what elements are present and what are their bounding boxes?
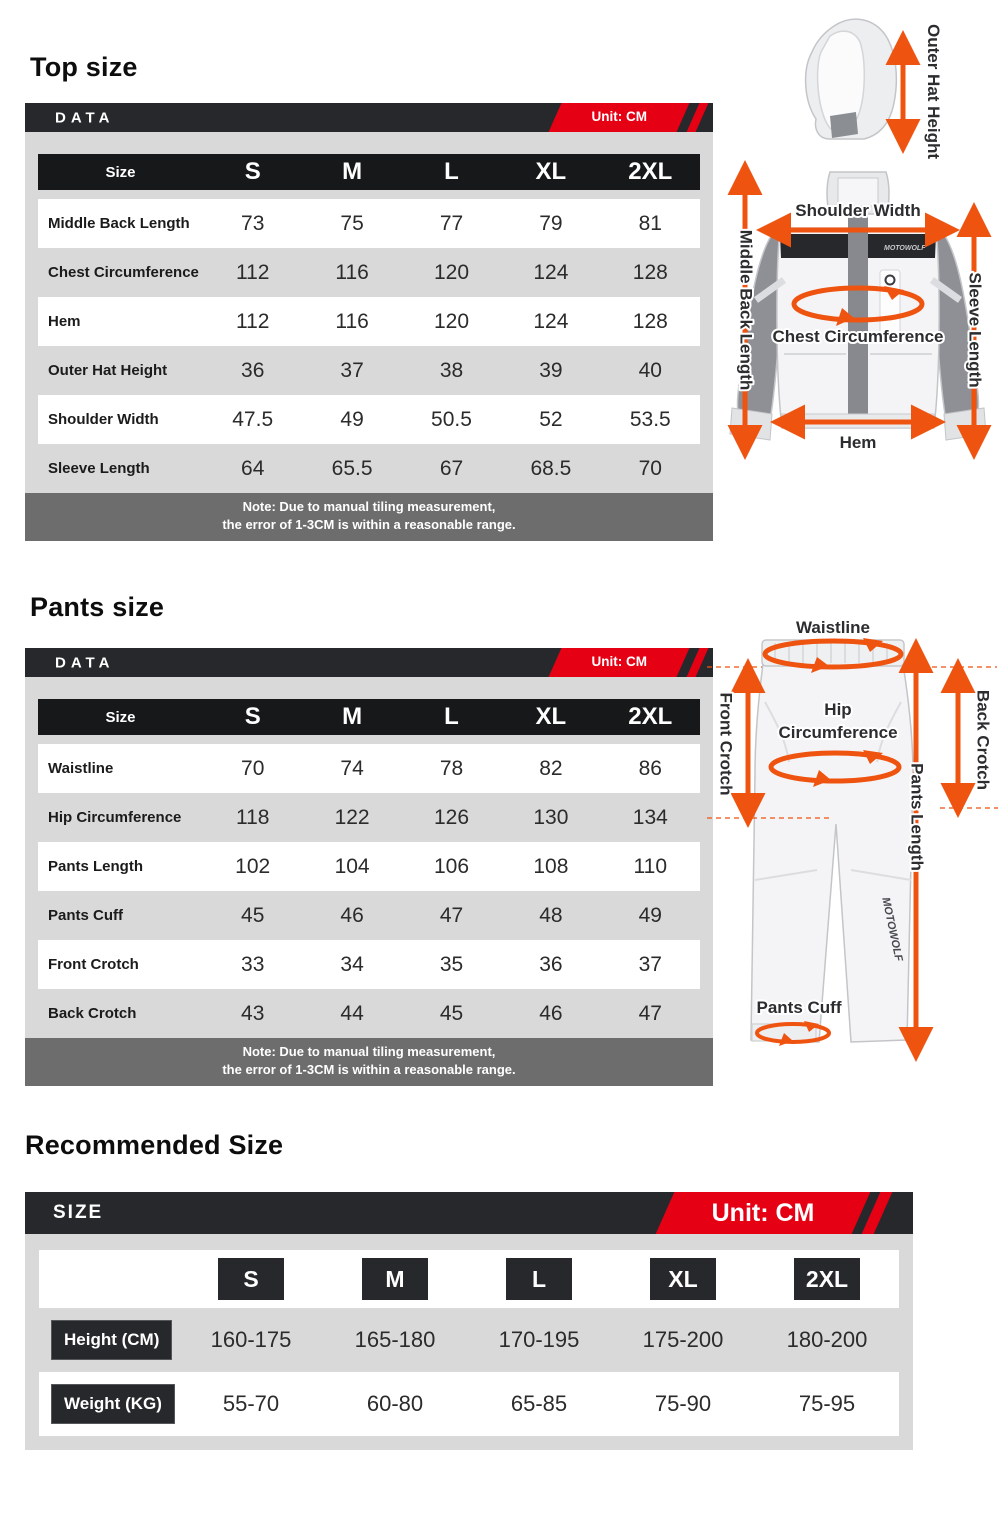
table-row <box>38 444 700 493</box>
cell-value: 35 <box>439 952 464 976</box>
cell-value: 128 <box>632 260 668 284</box>
jacket-brand-logo: MOTOWOLF <box>884 245 926 252</box>
cell-value: 38 <box>439 358 464 382</box>
cell-value: 120 <box>433 260 470 284</box>
table-row <box>39 1308 899 1372</box>
shoulder-width-label: Shoulder Width <box>795 201 921 220</box>
cell-value: 47 <box>439 903 464 927</box>
table-row <box>38 842 700 891</box>
front-crotch-label: Front Crotch <box>716 692 736 796</box>
cell-value: 120 <box>433 309 470 333</box>
waistline-label: Waistline <box>796 618 870 637</box>
cell-value: 37 <box>340 358 364 382</box>
cell-value: 82 <box>539 756 563 780</box>
cell-value: 78 <box>439 756 464 780</box>
row-label: Waistline <box>48 760 114 777</box>
cell-value: 75-95 <box>798 1391 856 1416</box>
table-body <box>25 1234 913 1450</box>
outer-hat-height-label: Outer Hat Height <box>924 24 943 160</box>
cell-value: 170-195 <box>498 1327 580 1352</box>
table-row <box>38 891 700 940</box>
column-header: XL <box>535 158 567 185</box>
pants-length-label: Pants Length <box>907 763 927 871</box>
cell-value: 75-90 <box>654 1391 712 1416</box>
cell-value: 116 <box>335 309 369 333</box>
column-header: M <box>342 158 363 185</box>
data-label: DATA <box>55 109 115 126</box>
cell-value: 75 <box>340 211 364 235</box>
unit-ribbon-sliver <box>686 103 710 132</box>
cell-value: 112 <box>235 309 270 333</box>
row-label: Hem <box>48 313 81 330</box>
row-label: Back Crotch <box>48 1005 137 1022</box>
cell-value: 70 <box>638 456 662 480</box>
size-chip: 2XL <box>794 1258 860 1300</box>
note-line-2: the error of 1-3CM is within a reasonable range. <box>222 1062 516 1078</box>
table-header-bar <box>25 1192 913 1234</box>
column-header: L <box>444 703 459 730</box>
cell-value: 128 <box>632 309 668 333</box>
column-header: 2XL <box>628 158 673 185</box>
cell-value: 47 <box>638 1001 662 1025</box>
cell-value: 65-85 <box>510 1391 568 1416</box>
row-label: Shoulder Width <box>48 411 159 428</box>
cell-value: 37 <box>638 952 662 976</box>
jacket-measurement-diagram <box>718 8 1000 478</box>
cell-value: 44 <box>340 1001 364 1025</box>
cell-value: 124 <box>533 260 569 284</box>
cell-value: 118 <box>235 805 270 829</box>
cell-value: 64 <box>241 456 265 480</box>
row-label: Chest Circumference <box>48 264 199 281</box>
hood-illustration <box>806 19 897 139</box>
unit-ribbon <box>548 103 691 132</box>
cell-value: 68.5 <box>530 456 572 480</box>
middle-back-length-label: Middle Back Length <box>736 229 756 391</box>
data-label: DATA <box>55 654 115 671</box>
cell-value: 36 <box>241 358 265 382</box>
recommended-size-title: Recommended Size <box>25 1130 284 1160</box>
table-row <box>38 346 700 395</box>
cell-value: 81 <box>638 211 662 235</box>
top-size-table <box>25 103 713 541</box>
table-row <box>38 989 700 1038</box>
row-label: Height (CM) <box>51 1320 172 1360</box>
cell-value: 40 <box>638 358 662 382</box>
cell-value: 74 <box>340 756 364 780</box>
table-row <box>39 1372 899 1436</box>
cell-value: 65.5 <box>331 456 373 480</box>
column-header: 2XL <box>628 703 673 730</box>
chest-circumference-label: Chest Circumference <box>772 327 944 346</box>
cell-value: 112 <box>235 260 270 284</box>
recommended-size-table <box>25 1192 913 1450</box>
unit-label: Unit: CM <box>711 1199 815 1227</box>
cell-value: 70 <box>241 756 265 780</box>
table-row <box>38 248 700 297</box>
size-column-label: Size <box>105 708 136 726</box>
top-size-title: Top size <box>30 52 138 82</box>
table-rows <box>38 744 700 1038</box>
cell-value: 102 <box>235 854 271 878</box>
cell-value: 34 <box>340 952 364 976</box>
row-label: Middle Back Length <box>48 215 190 232</box>
table-row <box>38 395 700 444</box>
size-chip: M <box>362 1258 428 1300</box>
hem-label: Hem <box>839 433 877 452</box>
table-row <box>38 744 700 793</box>
cell-value: 49 <box>638 903 662 927</box>
size-chip: L <box>506 1258 572 1300</box>
cell-value: 73 <box>241 211 265 235</box>
note-line-1: Note: Due to manual tiling measurement, <box>242 499 496 514</box>
cell-value: 43 <box>241 1001 265 1025</box>
row-label: Pants Cuff <box>48 907 123 924</box>
cell-value: 79 <box>539 211 563 235</box>
cell-value: 126 <box>433 805 470 829</box>
cell-value: 45 <box>439 1001 464 1025</box>
unit-ribbon <box>655 1192 871 1234</box>
cell-value: 33 <box>241 952 265 976</box>
cell-value: 46 <box>539 1001 563 1025</box>
size-header-row <box>38 699 700 735</box>
cell-value: 86 <box>638 756 662 780</box>
cell-value: 175-200 <box>642 1327 724 1352</box>
cell-value: 48 <box>539 903 563 927</box>
unit-ribbon <box>548 648 691 677</box>
sleeve-length-label: Sleeve Length <box>965 272 985 388</box>
cell-value: 122 <box>334 805 370 829</box>
table-row <box>38 793 700 842</box>
cell-value: 47.5 <box>232 407 274 431</box>
table-body <box>25 677 713 1086</box>
table-body <box>25 132 713 541</box>
cell-value: 165-180 <box>354 1327 436 1352</box>
column-header: L <box>444 158 459 185</box>
cell-value: 180-200 <box>786 1327 868 1352</box>
pants-size-title: Pants size <box>30 592 165 622</box>
table-rows <box>38 199 700 493</box>
cell-value: 160-175 <box>210 1327 292 1352</box>
table-header-bar <box>25 103 713 132</box>
cell-value: 49 <box>340 407 364 431</box>
cell-value: 39 <box>539 358 563 382</box>
column-header: S <box>244 158 261 185</box>
hip-circumference-label-line1: Hip <box>824 700 852 719</box>
cell-value: 55-70 <box>222 1391 280 1416</box>
cell-value: 46 <box>340 903 364 927</box>
size-chip: XL <box>650 1258 716 1300</box>
cell-value: 53.5 <box>629 407 671 431</box>
pants-measurement-diagram <box>705 612 1000 1074</box>
cell-value: 106 <box>433 854 470 878</box>
cell-value: 50.5 <box>431 407 472 431</box>
note-line-2: the error of 1-3CM is within a reasonable range. <box>222 517 516 533</box>
size-header-row <box>38 154 700 190</box>
row-label: Pants Length <box>48 858 144 875</box>
size-label: SIZE <box>53 1202 104 1223</box>
cell-value: 52 <box>539 407 563 431</box>
unit-label: Unit: CM <box>591 109 647 124</box>
cell-value: 67 <box>439 456 464 480</box>
cell-value: 77 <box>439 211 464 235</box>
pants-size-table <box>25 648 713 1086</box>
row-label: Sleeve Length <box>48 460 150 477</box>
table-row <box>38 199 700 248</box>
measurement-note <box>25 1038 713 1086</box>
cell-value: 116 <box>335 260 369 284</box>
cell-value: 110 <box>633 854 668 878</box>
unit-label: Unit: CM <box>591 654 647 669</box>
cell-value: 45 <box>241 903 265 927</box>
table-row <box>38 297 700 346</box>
size-column-label: Size <box>105 163 136 181</box>
cell-value: 108 <box>533 854 569 878</box>
column-header: M <box>342 703 363 730</box>
back-crotch-label: Back Crotch <box>973 689 993 791</box>
cell-value: 36 <box>539 952 563 976</box>
hip-circumference-label-line2: Circumference <box>778 723 898 742</box>
pants-brand-logo: MOTOWOLF <box>879 896 905 963</box>
column-header: S <box>244 703 261 730</box>
row-label: Hip Circumference <box>48 809 182 826</box>
column-header: XL <box>535 703 567 730</box>
size-chip: S <box>218 1258 284 1300</box>
measurement-note <box>25 493 713 541</box>
cell-value: 104 <box>334 854 370 878</box>
cell-value: 130 <box>533 805 569 829</box>
cell-value: 60-80 <box>366 1391 424 1416</box>
row-label: Outer Hat Height <box>48 362 168 379</box>
size-chips-row <box>39 1250 899 1308</box>
note-line-1: Note: Due to manual tiling measurement, <box>242 1044 496 1059</box>
row-label: Weight (KG) <box>51 1384 175 1424</box>
row-label: Front Crotch <box>48 956 139 973</box>
cell-value: 124 <box>533 309 569 333</box>
cell-value: 134 <box>632 805 668 829</box>
table-row <box>38 940 700 989</box>
pants-cuff-label: Pants Cuff <box>756 998 842 1017</box>
table-header-bar <box>25 648 713 677</box>
